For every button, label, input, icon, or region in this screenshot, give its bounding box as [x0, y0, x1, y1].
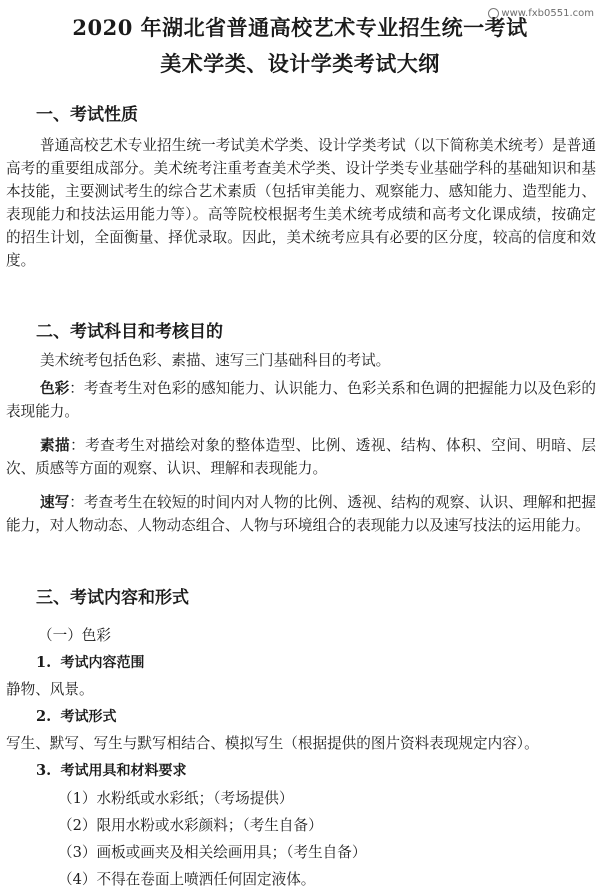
color-label: 色彩: [40, 380, 70, 397]
section1-paragraph: 普通高校艺术专业招生统一考试美术学类、设计学类考试（以下简称美术统考）是普通高考的重要组成部分。美术统考注重考查美术学类、设计学类专业基础学科的基础知识和基本技能，主要测试考生的综合艺术素质（包括审美能力、观察能力、感知能力、造型能力、表现能力和技法运用能力等）。高等院校根据考生美术统考成绩和高考文化课成绩，按确定的招生计划，全面衡量、择优录取。因此，美术统考应具有必要的区分度，较高的信度和效度。: [6, 137, 596, 269]
document-title-line1: 2020 年湖北省普通高校艺术专业招生统一考试: [72, 15, 528, 40]
section2-intro: 美术统考包括色彩、素描、速写三门基础科目的考试。: [40, 352, 391, 369]
quick-text: ：考查考生在较短的时间内对人物的比例、透视、结构的观察、认识、理解和把握能力，对人物动态、人物动态组合、人物与环境组合的表现能力以及速写技法的运用能力。: [6, 494, 596, 534]
item1-heading: 1. 考试内容范围: [36, 654, 145, 671]
item2-heading: 2. 考试形式: [36, 708, 117, 725]
color-text: ：考查考生对色彩的感知能力、认识能力、色彩关系和色调的把握能力以及色彩的表现能力。: [6, 380, 596, 420]
requirement-item: （3）画板或画夹及相关绘画用具；（考生自备）: [58, 844, 367, 861]
section3-heading: 三、考试内容和形式: [36, 588, 189, 608]
requirement-item: （2）限用水粉或水彩颜料；（考生自备）: [58, 817, 323, 834]
requirement-item: （1）水粉纸或水彩纸；（考场提供）: [58, 790, 294, 807]
sketch-text: ：考查考生对描绘对象的整体造型、比例、透视、结构、体积、空间、明暗、层次、质感等方面的观察、认识、理解和表现能力。: [6, 437, 596, 477]
requirement-item: （4）不得在卷面上喷洒任何固定液体。: [58, 871, 316, 888]
section2-sketch: [6, 434, 596, 480]
item1-text: 静物、风景。: [6, 681, 94, 698]
section1-heading: 一、考试性质: [36, 105, 138, 125]
sketch-label: 素描: [40, 437, 71, 454]
quick-label: 速写: [40, 494, 70, 511]
document-title-line2: 美术学类、设计学类考试大纲: [160, 51, 440, 76]
subsection-color: （一）色彩: [38, 627, 111, 644]
section2-quick: [6, 491, 596, 537]
item2-text: 写生、默写、写生与默写相结合、模拟写生（根据提供的图片资料表现规定内容）。: [6, 735, 539, 752]
section2-color: [6, 377, 596, 423]
item3-heading: 3. 考试用具和材料要求: [36, 762, 187, 779]
watermark-text: www.fxb0551.com: [501, 8, 594, 19]
section2-heading: 二、考试科目和考核目的: [36, 322, 223, 342]
